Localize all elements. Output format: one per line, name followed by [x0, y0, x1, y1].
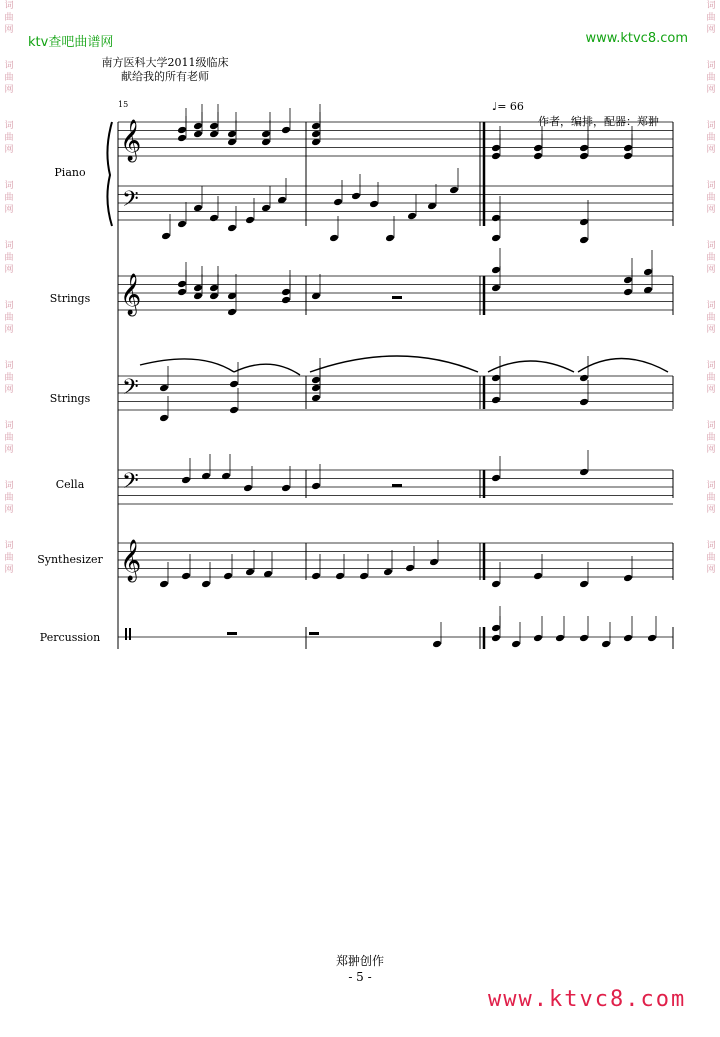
note-head	[491, 214, 501, 223]
note-head	[223, 572, 233, 581]
barlines	[306, 122, 673, 649]
watermark-glyph: 网	[4, 25, 14, 35]
watermark-glyph: 词	[706, 361, 716, 371]
note-head	[177, 134, 187, 143]
watermark-glyph: 网	[706, 385, 716, 395]
page-number: - 5 -	[348, 970, 372, 984]
watermark-glyph: 网	[706, 25, 716, 35]
note-head	[281, 484, 291, 493]
instrument-label-percussion: Percussion	[39, 631, 101, 644]
note-head	[601, 640, 611, 649]
watermark-glyph: 词	[4, 121, 14, 131]
note-head	[405, 564, 415, 573]
watermark-glyph: 网	[706, 265, 716, 275]
note-head	[449, 186, 459, 195]
watermark-glyph: 词	[706, 181, 716, 191]
note-head	[491, 396, 501, 405]
note-head	[623, 634, 633, 643]
note-head	[579, 398, 589, 407]
note-head	[335, 572, 345, 581]
note-head	[647, 634, 657, 643]
note-head	[533, 152, 543, 161]
bass-clef-strings: 𝄢	[122, 375, 139, 405]
note-head	[623, 574, 633, 583]
percussion-clef	[126, 628, 130, 640]
note-head	[579, 152, 589, 161]
note-head	[159, 414, 169, 423]
note-head	[209, 214, 219, 223]
note-head	[383, 568, 393, 577]
watermark-glyph: 网	[4, 145, 14, 155]
note-head	[281, 126, 291, 135]
note-head	[533, 634, 543, 643]
bass-clef-piano: 𝄢	[122, 187, 139, 217]
note-head	[245, 568, 255, 577]
watermark-glyph: 曲	[4, 313, 14, 323]
note-head	[579, 144, 589, 153]
note-head	[579, 236, 589, 245]
note-head	[311, 384, 321, 393]
measure-number: 15	[118, 100, 129, 109]
watermark-glyph: 网	[706, 205, 716, 215]
note-head	[177, 126, 187, 135]
note-head	[311, 376, 321, 385]
watermark-glyph: 曲	[706, 433, 716, 443]
note-head	[511, 640, 521, 649]
watermark-glyph: 词	[4, 1, 14, 11]
note-head	[243, 484, 253, 493]
note-head	[491, 624, 501, 633]
note-head	[227, 224, 237, 233]
note-head	[491, 266, 501, 275]
watermark-glyph: 网	[706, 85, 716, 95]
note-head	[623, 152, 633, 161]
note-head	[429, 558, 439, 567]
watermark-glyph: 曲	[706, 373, 716, 383]
watermark-glyph: 词	[706, 541, 716, 551]
watermark-glyph: 网	[4, 325, 14, 335]
note-head	[333, 198, 343, 207]
watermark-glyph: 网	[706, 145, 716, 155]
note-head	[261, 204, 271, 213]
note-head	[533, 144, 543, 153]
note-head	[579, 374, 589, 383]
author-credit: 作者，编排，配器：郑翀	[538, 115, 659, 128]
watermark-glyph: 网	[4, 85, 14, 95]
note-head	[209, 122, 219, 131]
watermark-glyph: 曲	[4, 253, 14, 263]
note-head	[177, 280, 187, 289]
note-head	[623, 288, 633, 297]
note-head	[579, 218, 589, 227]
watermark-glyph: 词	[4, 421, 14, 431]
note-head	[555, 634, 565, 643]
treble-clef-strings: 𝄞	[120, 274, 142, 315]
watermark-glyph: 词	[4, 181, 14, 191]
site-name-left[interactable]: ktv查吧曲谱网	[28, 35, 114, 50]
watermark-glyph: 曲	[4, 433, 14, 443]
piano-brace	[107, 122, 112, 226]
note-head	[432, 640, 442, 649]
note-head	[491, 580, 501, 589]
watermark-glyph: 词	[706, 241, 716, 251]
watermark-glyph: 网	[706, 325, 716, 335]
rests	[227, 296, 402, 635]
note-head	[245, 216, 255, 225]
note-head	[579, 634, 589, 643]
note-head	[193, 130, 203, 139]
instrument-label-strings-2: Strings	[49, 392, 91, 405]
note-head	[643, 268, 653, 277]
watermark-glyph: 曲	[4, 13, 14, 23]
note-head	[311, 572, 321, 581]
note-head	[491, 234, 501, 243]
note-head	[533, 572, 543, 581]
note-head	[209, 284, 219, 293]
note-head	[229, 406, 239, 415]
staff-lines	[118, 122, 673, 637]
watermark-glyph: 曲	[4, 373, 14, 383]
watermark-glyph: 网	[4, 205, 14, 215]
note-head	[281, 288, 291, 297]
note-head	[161, 232, 171, 241]
watermark-glyph: 词	[4, 61, 14, 71]
note-head	[159, 580, 169, 589]
watermark-glyph: 网	[4, 505, 14, 515]
watermark-glyph: 网	[4, 265, 14, 275]
bass-clef-cella: 𝄢	[122, 469, 139, 499]
watermark-glyph: 词	[706, 481, 716, 491]
note-head	[181, 572, 191, 581]
tempo-marking: ♩= 66	[492, 100, 524, 113]
note-head	[201, 472, 211, 481]
site-url-right[interactable]: www.ktvc8.com	[585, 31, 688, 46]
note-head	[329, 234, 339, 243]
watermark-glyph: 曲	[706, 313, 716, 323]
note-head	[351, 192, 361, 201]
note-head	[407, 212, 417, 221]
note-head	[623, 144, 633, 153]
dedication-line-2: 献给我的所有老师	[121, 70, 209, 83]
note-head	[311, 122, 321, 131]
watermark-glyph: 曲	[706, 493, 716, 503]
note-head	[491, 474, 501, 483]
watermark-glyph: 曲	[4, 73, 14, 83]
note-head	[193, 284, 203, 293]
instrument-label-strings-1: Strings	[49, 292, 91, 305]
watermark-glyph: 曲	[706, 73, 716, 83]
watermark-glyph: 词	[706, 1, 716, 11]
note-head	[579, 468, 589, 477]
note-head	[177, 220, 187, 229]
watermark-glyph: 词	[4, 541, 14, 551]
note-head	[221, 472, 231, 481]
note-head	[491, 152, 501, 161]
watermark-glyph: 曲	[706, 133, 716, 143]
note-head	[491, 374, 501, 383]
watermark-glyph: 网	[706, 505, 716, 515]
watermark-glyph: 网	[4, 445, 14, 455]
instrument-label-piano: Piano	[54, 166, 86, 179]
note-head	[359, 572, 369, 581]
watermark-glyph: 曲	[4, 193, 14, 203]
watermark-glyph: 词	[706, 61, 716, 71]
instrument-label-synthesizer: Synthesizer	[37, 553, 103, 566]
note-head	[229, 380, 239, 389]
watermark-glyph: 网	[706, 565, 716, 575]
watermark-glyph: 词	[706, 301, 716, 311]
note-head	[491, 284, 501, 293]
note-head	[311, 394, 321, 403]
note-head	[227, 130, 237, 139]
slurs	[140, 356, 668, 375]
note-head	[385, 234, 395, 243]
note-head	[491, 634, 501, 643]
note-head	[209, 130, 219, 139]
watermark-glyph: 词	[4, 481, 14, 491]
note-head	[177, 288, 187, 297]
brand-logo-url[interactable]: www.ktvc8.com	[488, 987, 687, 1012]
watermark-glyph: 曲	[706, 13, 716, 23]
note-head	[261, 130, 271, 139]
treble-clef-synth: 𝄞	[120, 540, 142, 581]
note-head	[491, 144, 501, 153]
watermark-glyph: 词	[4, 301, 14, 311]
note-head	[311, 482, 321, 491]
composer-footer: 郑翀创作	[335, 954, 384, 968]
watermark-glyph: 词	[706, 121, 716, 131]
note-head	[193, 122, 203, 131]
dedication-line-1: 南方医科大学2011级临床	[101, 56, 229, 69]
watermark-glyph: 网	[706, 445, 716, 455]
watermark-glyph: 曲	[4, 493, 14, 503]
note-head	[201, 580, 211, 589]
note-head	[193, 204, 203, 213]
watermark-glyph: 网	[4, 565, 14, 575]
watermark-glyph: 曲	[706, 253, 716, 263]
watermark-glyph: 词	[4, 241, 14, 251]
watermark-glyph: 曲	[4, 133, 14, 143]
watermark-glyph: 曲	[4, 553, 14, 563]
note-head	[369, 200, 379, 209]
watermark-glyph: 曲	[706, 193, 716, 203]
note-head	[159, 384, 169, 393]
note-head	[579, 580, 589, 589]
instrument-label-cella: Cella	[55, 478, 85, 491]
watermark-glyph: 词	[4, 361, 14, 371]
watermark-glyph: 词	[706, 421, 716, 431]
note-head	[311, 130, 321, 139]
note-head	[181, 476, 191, 485]
watermark-glyph: 曲	[706, 553, 716, 563]
note-head	[281, 296, 291, 305]
note-head	[227, 308, 237, 317]
note-head	[623, 276, 633, 285]
watermark-glyph: 网	[4, 385, 14, 395]
treble-clef-piano: 𝄞	[120, 120, 142, 161]
